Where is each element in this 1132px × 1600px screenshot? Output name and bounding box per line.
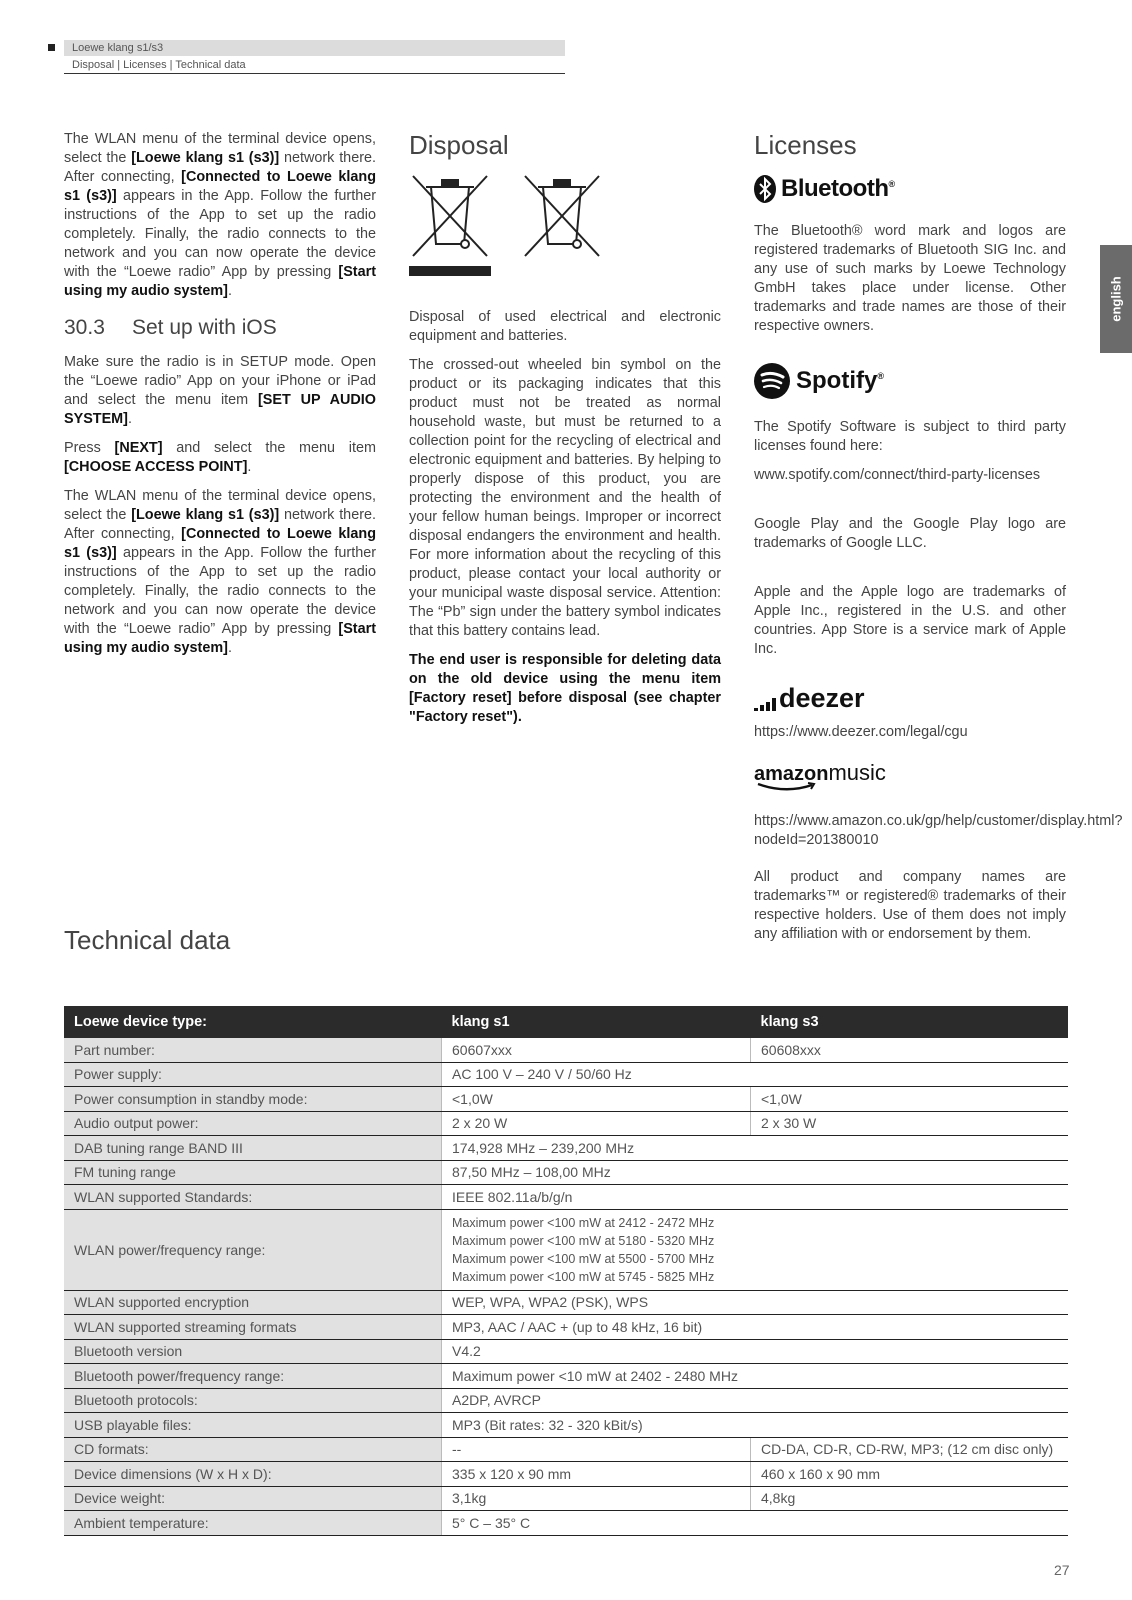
table-row bbox=[64, 1038, 1068, 1062]
language-tab-label: english bbox=[1108, 276, 1124, 322]
spotify-icon bbox=[754, 363, 790, 399]
spec-value-line: Maximum power <100 mW at 5500 - 5700 MHz bbox=[452, 1251, 715, 1266]
disposal-title: Disposal bbox=[409, 130, 509, 160]
spec-value-s1: <1,0W bbox=[442, 1087, 751, 1112]
table-row bbox=[64, 1339, 1068, 1364]
spotify-license-url[interactable]: www.spotify.com/connect/third-party-licenses bbox=[754, 467, 1041, 483]
spec-value: 87,50 MHz – 108,00 MHz bbox=[442, 1160, 1069, 1185]
spec-label: WLAN power/frequency range: bbox=[64, 1209, 442, 1290]
table-row bbox=[64, 1413, 1068, 1438]
table-row bbox=[64, 1462, 1068, 1487]
header-device-type: Loewe device type: bbox=[64, 1006, 442, 1038]
spec-value-s1: 3,1kg bbox=[442, 1486, 751, 1511]
disposal-symbols bbox=[409, 172, 721, 278]
header-subtitle: Disposal | Licenses | Technical data bbox=[72, 59, 246, 71]
header-title: Loewe klang s1/s3 bbox=[72, 42, 164, 54]
spec-value-line: Maximum power <100 mW at 5180 - 5320 MHz bbox=[452, 1233, 715, 1248]
spec-value: IEEE 802.11a/b/g/n bbox=[442, 1185, 1069, 1210]
spec-value-s1: 335 x 120 x 90 mm bbox=[442, 1462, 751, 1487]
spec-value-s3: 4,8kg bbox=[751, 1486, 1069, 1511]
spec-value-s3: <1,0W bbox=[751, 1087, 1069, 1112]
spec-label: Bluetooth power/frequency range: bbox=[64, 1364, 442, 1389]
amazon-music-logo: amazonmusic bbox=[754, 760, 1066, 794]
spec-value: MP3 (Bit rates: 32 - 320 kBit/s) bbox=[442, 1413, 1069, 1438]
amazon-license-url[interactable]: https://www.amazon.co.uk/gp/help/customer/display.html?nodeId=201380010 bbox=[754, 813, 1123, 848]
spec-value-s1: -- bbox=[442, 1437, 751, 1462]
spec-label: Device weight: bbox=[64, 1486, 442, 1511]
table-row bbox=[64, 1290, 1068, 1315]
spec-value: WEP, WPA, WPA2 (PSK), WPS bbox=[442, 1290, 1069, 1315]
spec-value: MP3, AAC / AAC + (up to 48 kHz, 16 bit) bbox=[442, 1315, 1069, 1340]
apple-trademark-text: Apple and the Apple logo are trademarks of Apple Inc., registered in the U.S. and other countries. App Store is a service mark of Apple Inc. bbox=[754, 584, 1066, 657]
language-tab bbox=[1100, 245, 1132, 353]
crossed-bin-with-bar-icon bbox=[409, 172, 491, 278]
spec-value: AC 100 V – 240 V / 50/60 Hz bbox=[442, 1062, 1069, 1087]
spec-label: DAB tuning range BAND III bbox=[64, 1136, 442, 1161]
spec-label: Bluetooth protocols: bbox=[64, 1388, 442, 1413]
spec-value-line: Maximum power <100 mW at 5745 - 5825 MHz bbox=[452, 1269, 715, 1284]
trademark-disclaimer: All product and company names are trademarks™ or registered® trademarks of their respective holders. Use of them does not imply any affiliation with or endorsement by them. bbox=[754, 869, 1066, 942]
header-klang-s3: klang s3 bbox=[751, 1006, 1069, 1038]
spotify-logo: Spotify® bbox=[754, 362, 1066, 400]
spec-value bbox=[442, 1209, 1069, 1290]
header-bullet bbox=[48, 44, 55, 51]
spec-value-line: Maximum power <100 mW at 2412 - 2472 MHz bbox=[452, 1215, 715, 1230]
spec-value-s3: 60608xxx bbox=[751, 1038, 1069, 1062]
table-row bbox=[64, 1209, 1068, 1290]
spec-label: Ambient temperature: bbox=[64, 1511, 442, 1536]
section-heading-ios: 30.3 Set up with iOS bbox=[64, 316, 277, 339]
spec-label: Part number: bbox=[64, 1038, 442, 1062]
table-row bbox=[64, 1364, 1068, 1389]
column-setup bbox=[64, 130, 376, 668]
table-row bbox=[64, 1511, 1068, 1536]
spec-value: A2DP, AVRCP bbox=[442, 1388, 1069, 1413]
spec-label: WLAN supported Standards: bbox=[64, 1185, 442, 1210]
spotify-license-text: The Spotify Software is subject to third party licenses found here: bbox=[754, 419, 1066, 454]
spec-value-s3: CD-DA, CD-R, CD-RW, MP3; (12 cm disc only) bbox=[751, 1437, 1069, 1462]
technical-data-table bbox=[64, 1006, 1068, 1536]
spec-label: Audio output power: bbox=[64, 1111, 442, 1136]
table-row bbox=[64, 1486, 1068, 1511]
bluetooth-license-text: The Bluetooth® word mark and logos are registered trademarks of Bluetooth SIG Inc. and any use of such marks by Loewe Technology GmbH takes place under license. Other trademarks and trade names are those of their respective owners. bbox=[754, 223, 1066, 334]
table-row bbox=[64, 1062, 1068, 1087]
spec-label: WLAN supported streaming formats bbox=[64, 1315, 442, 1340]
table-row bbox=[64, 1388, 1068, 1413]
deezer-license-url[interactable]: https://www.deezer.com/legal/cgu bbox=[754, 724, 968, 740]
deezer-logo: deezer bbox=[754, 681, 1066, 711]
disposal-paragraph-1: Disposal of used electrical and electronic equipment and batteries. bbox=[409, 309, 721, 344]
licenses-title: Licenses bbox=[754, 130, 857, 160]
google-trademark-text: Google Play and the Google Play logo are trademarks of Google LLC. bbox=[754, 516, 1066, 551]
table-row bbox=[64, 1160, 1068, 1185]
ios-paragraph-2: Press [NEXT] and select the menu item [CHOOSE ACCESS POINT]. bbox=[64, 440, 376, 475]
column-disposal bbox=[409, 130, 721, 737]
page-number: 27 bbox=[1054, 1562, 1070, 1578]
disposal-paragraph-2: The crossed-out wheeled bin symbol on the product or its packaging indicates that this product must not be treated as normal household waste, but must be returned to a collection point for the recycling of electrical and electronic equipment and batteries. By helping to properly dispose of this product, you are protecting the environment and the health of your fellow human beings. Improper or incorrect disposal endangers the environment and health. For more information about the recycling of this product, please contact your local authority or your municipal waste disposal service. Attention: The “Pb” sign under the battery symbol indicates that this battery contains lead. bbox=[409, 357, 721, 639]
spec-value-s3: 460 x 160 x 90 mm bbox=[751, 1462, 1069, 1487]
crossed-bin-icon bbox=[521, 172, 603, 278]
technical-data-title: Technical data bbox=[64, 925, 231, 955]
spec-label: USB playable files: bbox=[64, 1413, 442, 1438]
table-row bbox=[64, 1136, 1068, 1161]
table-row bbox=[64, 1087, 1068, 1112]
spec-label: Power consumption in standby mode: bbox=[64, 1087, 442, 1112]
table-row bbox=[64, 1185, 1068, 1210]
table-row bbox=[64, 1437, 1068, 1462]
spec-value: Maximum power <10 mW at 2402 - 2480 MHz bbox=[442, 1364, 1069, 1389]
spec-label: Power supply: bbox=[64, 1062, 442, 1087]
table-row bbox=[64, 1315, 1068, 1340]
wlan-paragraph-2: The WLAN menu of the terminal device opens, select the [Loewe klang s1 (s3)] network there. After connecting, [Connected to Loewe klang s1 (s3)] appears in the App. Follow the further instructions of the App to set up the radio completely. Finally, the radio connects to the network and you can now operate the device with the “Loewe radio” App by pressing [Start using my audio system]. bbox=[64, 488, 377, 656]
bluetooth-logo: Bluetooth® bbox=[754, 172, 1066, 206]
spec-label: WLAN supported encryption bbox=[64, 1290, 442, 1315]
header-klang-s1: klang s1 bbox=[442, 1006, 751, 1038]
header-divider bbox=[64, 73, 565, 74]
spec-label: Device dimensions (W x H x D): bbox=[64, 1462, 442, 1487]
spec-value-s1: 2 x 20 W bbox=[442, 1111, 751, 1136]
spec-value: 174,928 MHz – 239,200 MHz bbox=[442, 1136, 1069, 1161]
table-row bbox=[64, 1111, 1068, 1136]
spec-label: Bluetooth version bbox=[64, 1339, 442, 1364]
spec-value: 5° C – 35° C bbox=[442, 1511, 1069, 1536]
ios-paragraph-1: Make sure the radio is in SETUP mode. Open the “Loewe radio” App on your iPhone or iPad and select the menu item [SET UP AUDIO SYSTEM]. bbox=[64, 354, 376, 427]
disposal-warning: The end user is responsible for deleting data on the old device using the menu item [Factory reset] before disposal (see chapter "Factory reset"). bbox=[409, 652, 721, 725]
wlan-paragraph-1: The WLAN menu of the terminal device opens, select the [Loewe klang s1 (s3)] network there. After connecting, [Connected to Loewe klang s1 (s3)] appears in the App. Follow the further instructions of the App to set up the radio completely. Finally, the radio connects to the network and you can now operate the device with the “Loewe radio” App by pressing [Start using my audio system]. bbox=[64, 131, 377, 299]
deezer-equalizer-icon bbox=[754, 695, 776, 711]
amazon-smile-icon bbox=[756, 782, 818, 792]
bluetooth-icon bbox=[754, 175, 776, 203]
spec-value-s1: 60607xxx bbox=[442, 1038, 751, 1062]
spec-label: FM tuning range bbox=[64, 1160, 442, 1185]
spec-label: CD formats: bbox=[64, 1437, 442, 1462]
table-header-row bbox=[64, 1006, 1068, 1038]
spec-value-s3: 2 x 30 W bbox=[751, 1111, 1069, 1136]
spec-value: V4.2 bbox=[442, 1339, 1069, 1364]
